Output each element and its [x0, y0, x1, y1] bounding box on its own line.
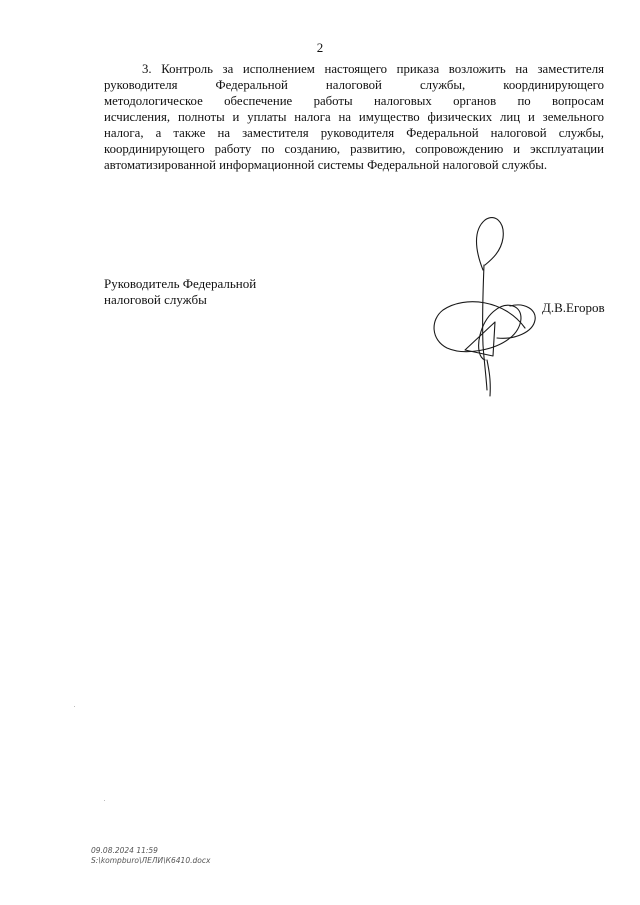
signer-title-line1: Руководитель Федеральной	[104, 276, 257, 291]
page-number: 2	[316, 40, 324, 55]
paragraph-line: 3. Контроль за исполнением настоящего приказа возложить на заместителя	[142, 62, 604, 76]
paragraph-line: методологическое обеспечение работы налоговых органов по вопросам	[104, 94, 604, 108]
signer-name: Д.В.Егоров	[542, 300, 605, 315]
paragraph-line: автоматизированной информационной системы Федеральной налоговой службы.	[104, 158, 548, 172]
footer-timestamp: 09.08.2024 11:59	[91, 846, 158, 855]
signer-title	[104, 276, 256, 308]
scan-speck	[104, 800, 105, 801]
signer-title-line2: налоговой службы	[104, 292, 207, 307]
paragraph-line: руководителя Федеральной налоговой службы, координирующего	[104, 78, 604, 92]
scan-speck	[74, 706, 75, 707]
document-footer	[91, 846, 210, 866]
footer-file-path: S:\kompburo\ЛЕЛИ\К6410.docx	[91, 856, 211, 865]
paragraph-line: налога, а также на заместителя руководителя Федеральной налоговой службы,	[104, 126, 604, 140]
paragraph-line: исчисления, полноты и уплаты налога на имущество физических лиц и земельного	[104, 110, 604, 124]
handwritten-signature	[425, 210, 545, 400]
paragraph-line: координирующего работу по созданию, развитию, сопровождению и эксплуатации	[104, 142, 604, 156]
paragraph-item-3	[104, 61, 604, 173]
